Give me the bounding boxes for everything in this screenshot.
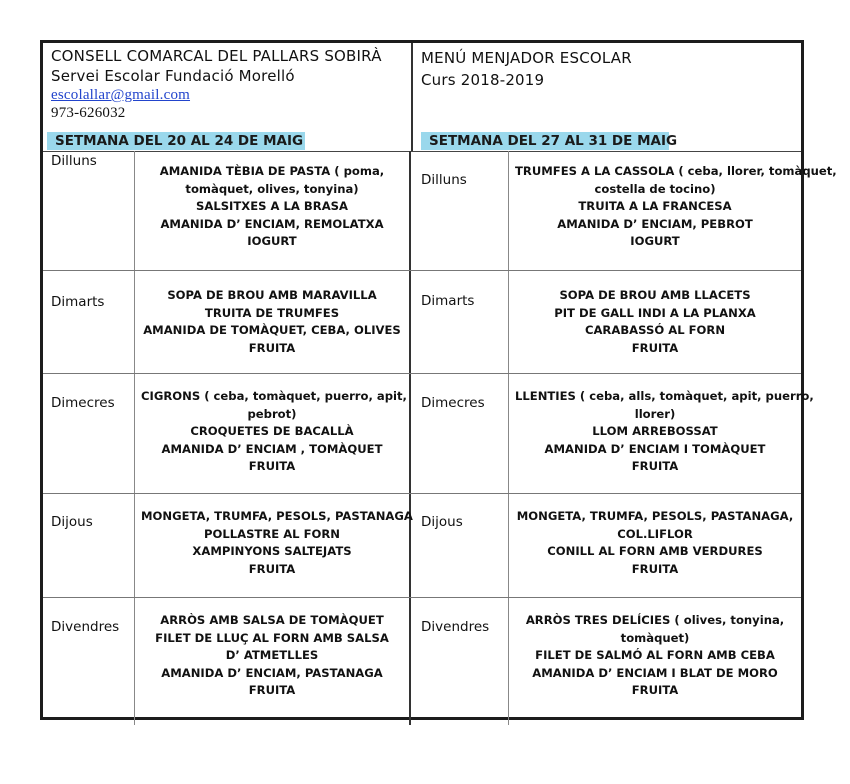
table-row-dimarts bbox=[43, 271, 801, 374]
dish-line: COL.LIFLOR bbox=[617, 526, 693, 541]
dish-line: ARRÒS AMB SALSA DE TOMÀQUET bbox=[160, 613, 384, 627]
dish-line: tomàquet) bbox=[620, 630, 690, 645]
dish-line: CROQUETES DE BACALLÀ bbox=[190, 424, 354, 438]
phone-number: 973-626032 bbox=[51, 105, 126, 121]
table-row-dimecres bbox=[43, 374, 814, 494]
day-label-right: Dijous bbox=[413, 494, 509, 597]
dish-line: pebrot) bbox=[247, 406, 297, 421]
week-1-label: SETMANA DEL 20 AL 24 DE MAIG bbox=[47, 132, 305, 150]
menu-left bbox=[135, 271, 411, 373]
dish-line: TRUITA DE TRUMFES bbox=[204, 305, 340, 320]
day-label-left: Dijous bbox=[43, 494, 135, 597]
document-header bbox=[43, 43, 801, 131]
dish-line: SOPA DE BROU AMB LLACETS bbox=[559, 288, 751, 302]
dish-line: FILET DE LLUÇ AL FORN AMB SALSA bbox=[155, 630, 389, 645]
dish-line: ARRÒS TRES DELÍCIES ( olives, tonyina, bbox=[525, 613, 785, 627]
dish-line: FRUITA bbox=[248, 340, 296, 355]
table-row-dilluns bbox=[43, 151, 837, 271]
menu-right bbox=[509, 598, 801, 725]
dish-line: IOGURT bbox=[247, 234, 297, 248]
dish-line: AMANIDA DE TOMÀQUET, CEBA, OLIVES bbox=[143, 323, 401, 337]
dish-line: PIT DE GALL INDI A LA PLANXA bbox=[554, 305, 756, 320]
dish-line: FRUITA bbox=[248, 459, 296, 473]
day-label-left: Dimarts bbox=[43, 271, 135, 373]
dish-line: FRUITA bbox=[631, 340, 679, 355]
day-label-left: Dilluns bbox=[43, 151, 135, 270]
menu-left bbox=[135, 374, 411, 493]
menu-right bbox=[509, 494, 801, 597]
dish-line: FRUITA bbox=[248, 683, 296, 697]
day-label-left: Divendres bbox=[43, 598, 135, 725]
service-name: Servei Escolar Fundació Morelló bbox=[51, 67, 295, 85]
menu-title: MENÚ MENJADOR ESCOLAR bbox=[421, 49, 632, 67]
dish-line: MONGETA, TRUMFA, PESOLS, PASTANAGA bbox=[141, 509, 413, 523]
dish-line: AMANIDA D’ ENCIAM , TOMÀQUET bbox=[161, 441, 383, 456]
dish-line: LLENTIES ( ceba, alls, tomàquet, apit, puerro, bbox=[515, 389, 814, 403]
day-label-right: Divendres bbox=[413, 598, 509, 725]
dish-line: TRUMFES A LA CASSOLA ( ceba, llorer, tomàquet, bbox=[515, 164, 837, 178]
dish-line: CARABASSÓ AL FORN bbox=[584, 323, 726, 337]
day-label-right: Dilluns bbox=[413, 151, 509, 270]
table-row-divendres bbox=[43, 598, 801, 725]
dish-line: CIGRONS ( ceba, tomàquet, puerro, apit, bbox=[141, 389, 407, 403]
dish-line: llorer) bbox=[634, 406, 676, 421]
dish-line: AMANIDA D’ ENCIAM, REMOLATXA bbox=[160, 216, 384, 231]
dish-line: FRUITA bbox=[248, 561, 296, 576]
dish-line: FRUITA bbox=[631, 561, 679, 576]
school-year: Curs 2018-2019 bbox=[421, 71, 545, 89]
week-2-label: SETMANA DEL 27 AL 31 DE MAIG bbox=[421, 132, 669, 150]
menu-right bbox=[509, 374, 814, 493]
menu-sheet bbox=[40, 40, 837, 720]
dish-line: MONGETA, TRUMFA, PESOLS, PASTANAGA, bbox=[516, 509, 794, 523]
menu-left bbox=[135, 598, 411, 725]
menu-right bbox=[509, 151, 837, 270]
table-row-dijous bbox=[43, 494, 801, 598]
dish-line: CONILL AL FORN AMB VERDURES bbox=[547, 544, 763, 558]
menu-left bbox=[135, 151, 411, 270]
header-title bbox=[421, 43, 791, 131]
dish-line: costella de tocino) bbox=[594, 181, 716, 196]
day-label-right: Dimarts bbox=[413, 271, 509, 373]
dish-line: SOPA DE BROU AMB MARAVILLA bbox=[167, 288, 377, 302]
dish-line: FRUITA bbox=[631, 683, 679, 697]
dish-line: XAMPINYONS SALTEJATS bbox=[192, 544, 352, 558]
dish-line: POLLASTRE AL FORN bbox=[203, 526, 341, 541]
header-organization bbox=[51, 43, 411, 131]
council-name: CONSELL COMARCAL DEL PALLARS SOBIRÀ bbox=[51, 47, 382, 65]
day-label-right: Dimecres bbox=[413, 374, 509, 493]
menu-grid bbox=[43, 151, 837, 725]
dish-line: SALSITXES A LA BRASA bbox=[196, 199, 348, 213]
dish-line: D’ ATMETLLES bbox=[225, 648, 319, 662]
dish-line: TRUITA A LA FRANCESA bbox=[578, 199, 732, 213]
week-header-row bbox=[43, 131, 801, 152]
dish-line: AMANIDA D’ ENCIAM I TOMÀQUET bbox=[544, 441, 766, 456]
dish-line: FILET DE SALMÓ AL FORN AMB CEBA bbox=[535, 648, 775, 662]
dish-line: AMANIDA D’ ENCIAM, PASTANAGA bbox=[161, 665, 383, 680]
dish-line: AMANIDA TÈBIA DE PASTA ( poma, bbox=[159, 164, 385, 178]
dish-line: AMANIDA D’ ENCIAM I BLAT DE MORO bbox=[532, 665, 778, 680]
menu-right bbox=[509, 271, 801, 373]
day-label-left: Dimecres bbox=[43, 374, 135, 493]
menu-left bbox=[135, 494, 411, 597]
dish-line: tomàquet, olives, tonyina) bbox=[185, 181, 359, 196]
email-link[interactable]: escolallar@gmail.com bbox=[51, 87, 191, 103]
dish-line: LLOM ARREBOSSAT bbox=[592, 424, 718, 438]
dish-line: IOGURT bbox=[630, 234, 680, 248]
dish-line: AMANIDA D’ ENCIAM, PEBROT bbox=[557, 216, 753, 231]
dish-line: FRUITA bbox=[631, 459, 679, 473]
